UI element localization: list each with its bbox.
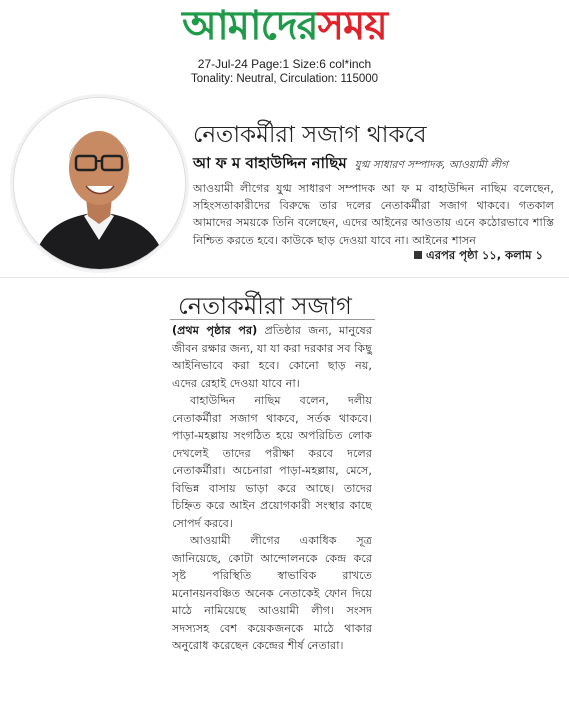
author-name: আ ফ ম বাহাউদ্দিন নাছিম [193, 154, 347, 172]
continuation-paragraph: বাহাউদ্দিন নাছিম বলেন, দলীয় নেতাকর্মীরা সজাগ থাকবে, সর্তক থাকবে। পাড়া-মহল্লায় সংগঠিত হয়ে অপরিচিত লোক দেখলেই তাদের পরীক্ষা করবে দলের নেতাকর্মীরা। অচেনারা পাড়া-মহল্লায়, মেসে, বিভিন্ন বাসায় ভাড়া করে আছে। তাদের চিহ্নিত করে আইন প্রয়োগকারী সংস্থার কাছে সোপর্দ করবে। [172, 394, 372, 530]
author-byline [193, 152, 508, 177]
newspaper-masthead [0, 2, 569, 50]
author-portrait-image [13, 97, 186, 270]
masthead-part-2: সময় [317, 2, 387, 49]
continued-label: এরপর পৃষ্ঠা ১১, কলাম ১ [426, 248, 543, 262]
continuation-paragraph: আওয়ামী লীগের একাধিক সূত্র জানিয়েছে, কোটা আন্দোলনকে কেন্দ্র করে সৃষ্ট পরিস্থিতি স্বাভাবিক রাখতে মনোনয়নবঞ্চিত অনেক নেতাকেই ফোন দিয়ে মাঠে নামিয়েছে আওয়ামী লীগ। সংসদ সদস্যসহ বেশ কয়েকজনকে মাঠে থাকার অনুরোধ করেছেন কেন্দ্রের শীর্ষ নেতারা। [172, 534, 372, 652]
article-continuation-body [172, 322, 372, 655]
continuation-text: প্রতিষ্ঠার জন্য, মানুষের জীবন রক্ষার জন্য, যা যা করা দরকার সব কিছু আইনিভাবে করা হবে। কোনো ছাড় নয়, এদের রেহাই দেওয়া যাবে না। [172, 324, 372, 390]
clipping-meta-tonality: Tonality: Neutral, Circulation: 115000 [190, 73, 379, 85]
masthead-part-1: আমাদের [182, 2, 318, 49]
continuation-paragraph [172, 322, 372, 392]
intro-paragraph: আওয়ামী লীগের যুগ্ম সাধারণ সম্পাদক আ ফ ম বাহাউদ্দিন নাছিম বলেছেন, সহিংসতাকারীদের বিরুদ্ধে তার দলের নেতাকর্মীরা সজাগ থাকবে। গতকাল আমাদের সময়কে তিনি বলেছেন, এদের আইনের আওতায় এনে কঠোরভাবে শাস্তি নিশ্চিত করতে হবে। কাউকে ছাড় দেওয়া যাবে না। আইনের শাসন [193, 182, 554, 247]
headline-continuation: নেতাকর্মীরা সজাগ [178, 292, 352, 320]
headline-underline [170, 319, 375, 320]
clipping-meta-date-page: 27-Jul-24 Page:1 Size:6 col*inch [197, 57, 372, 71]
square-bullet-icon [414, 251, 422, 259]
continued-on-page-note [412, 247, 543, 266]
section-divider [0, 277, 569, 278]
headline-main: নেতাকর্মীরা সজাগ থাকবে [193, 122, 427, 148]
continuation-lead: (প্রথম পৃষ্ঠার পর) [172, 324, 258, 337]
author-role: যুগ্ম সাধারণ সম্পাদক, আওয়ামী লীগ [354, 159, 508, 171]
article-intro [193, 180, 554, 249]
